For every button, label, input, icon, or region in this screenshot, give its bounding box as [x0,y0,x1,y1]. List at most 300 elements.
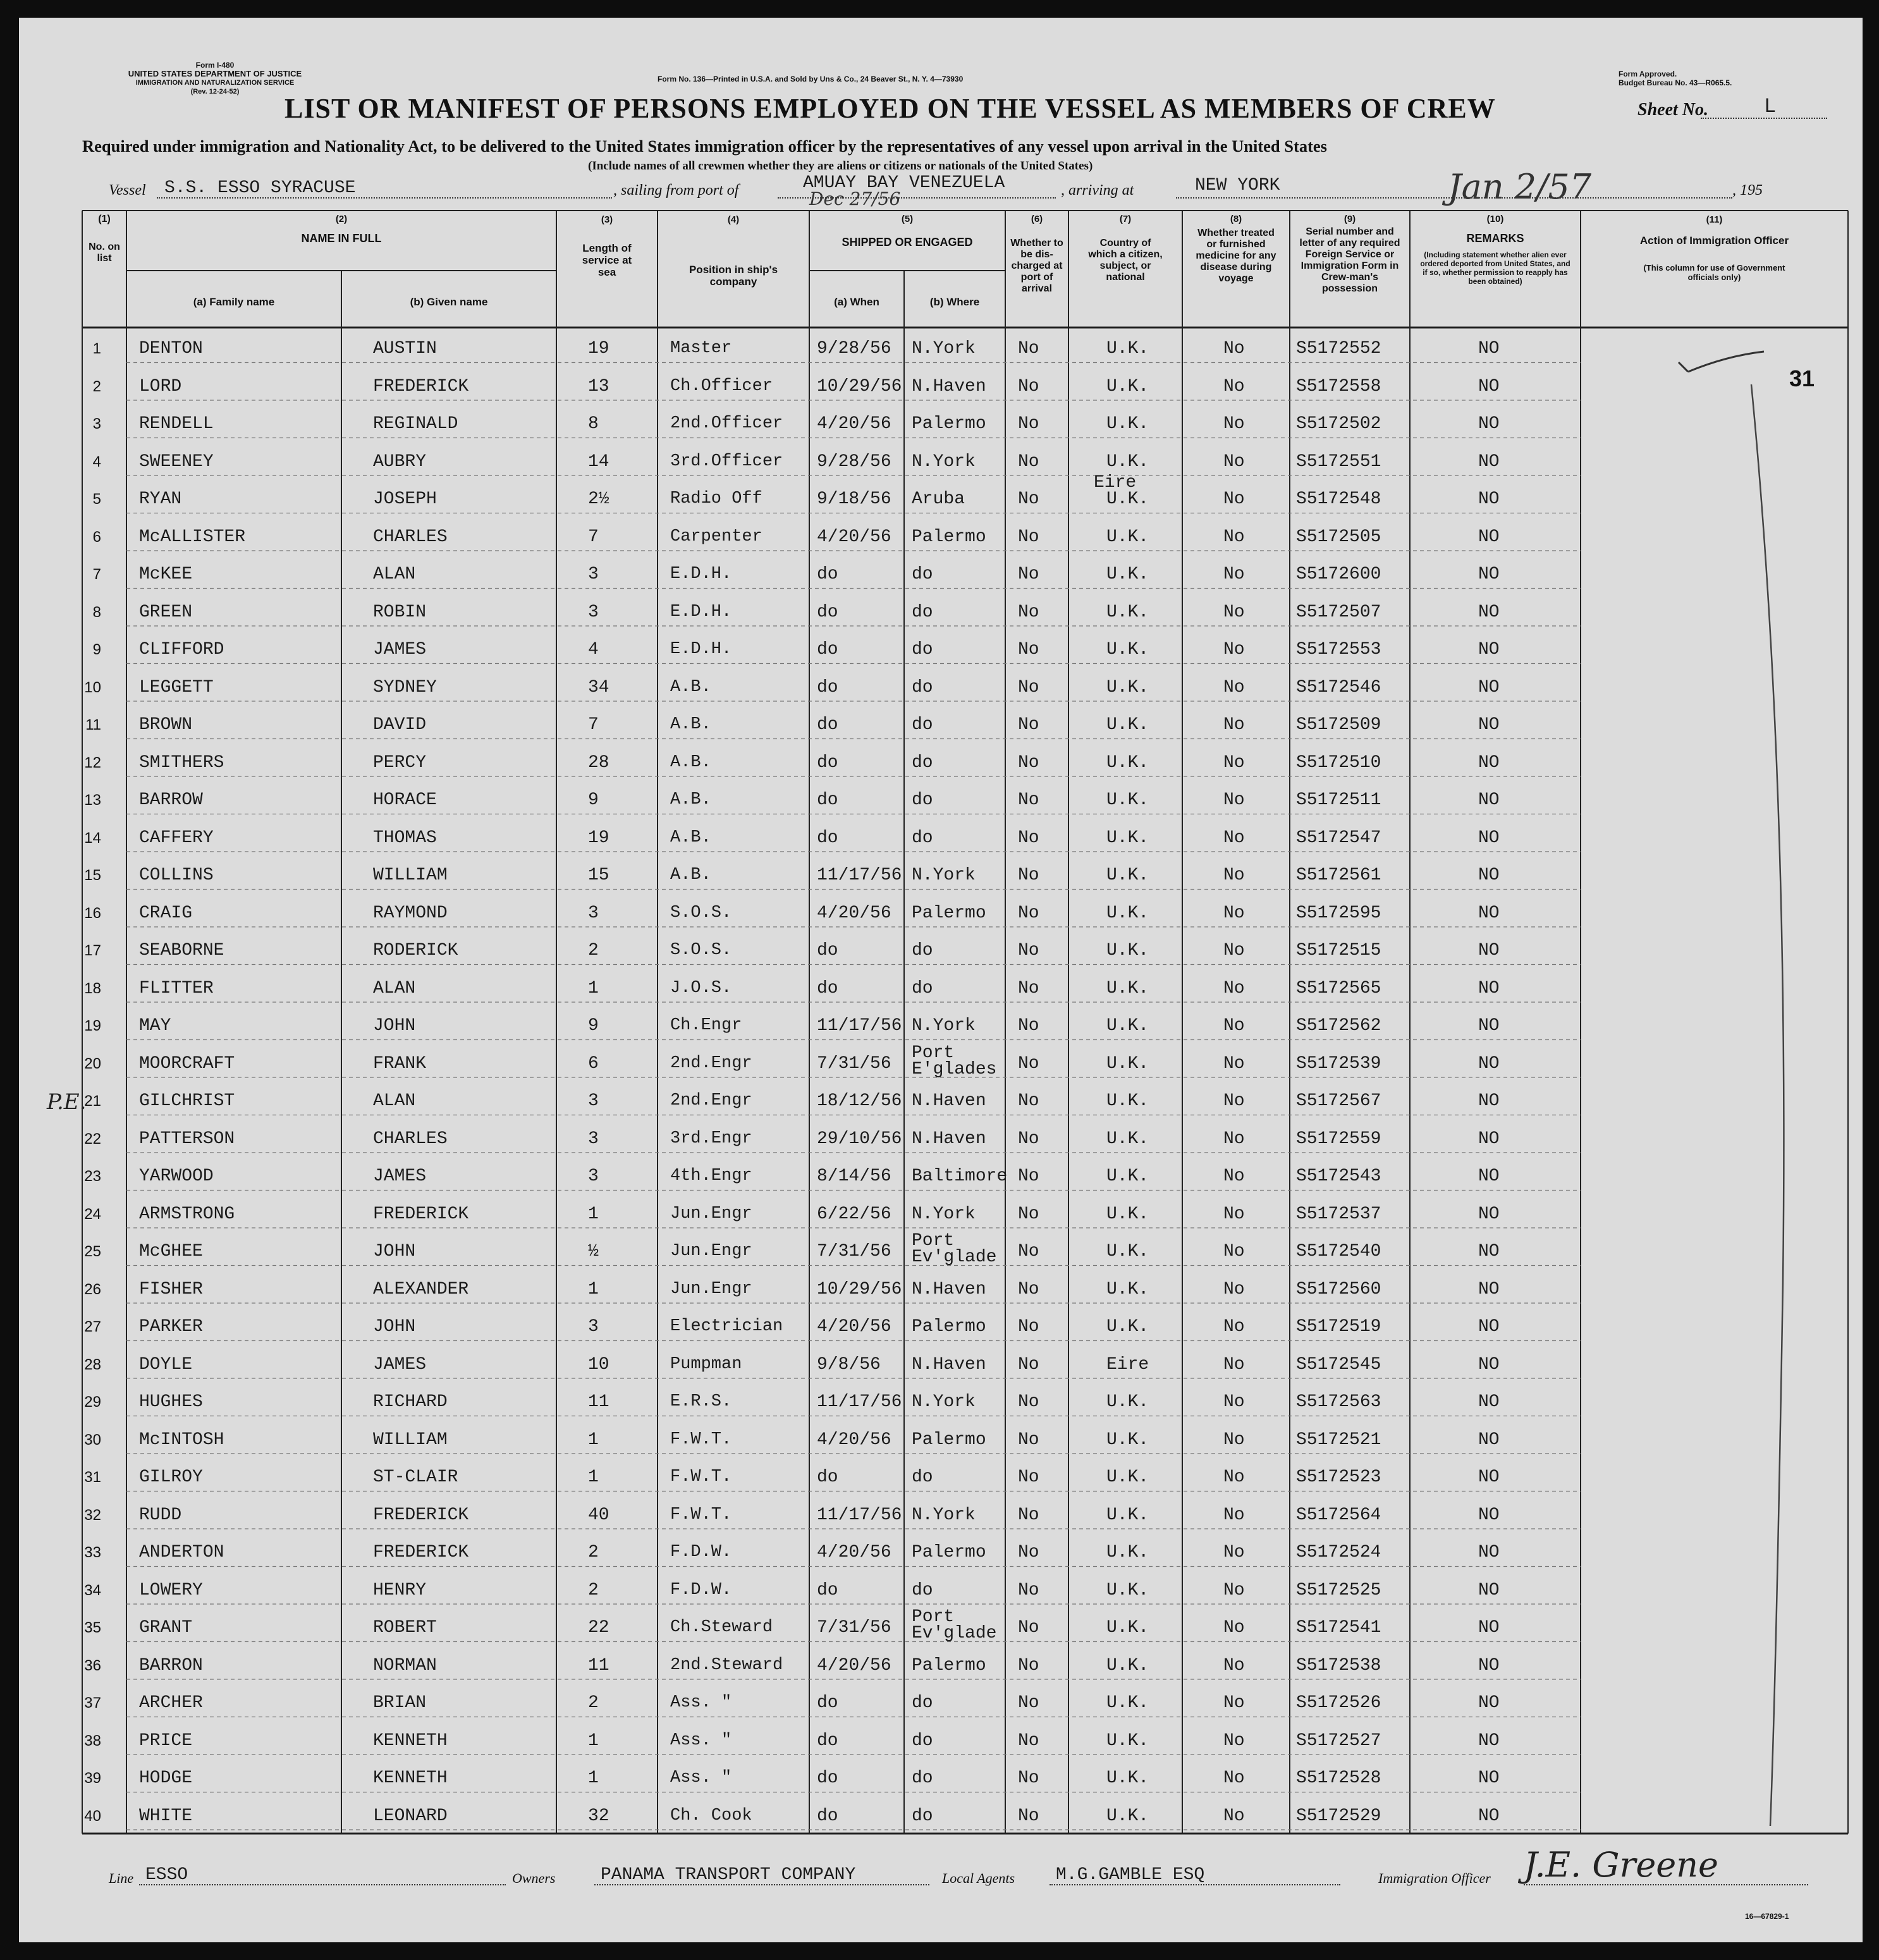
given-name-cell: WILLIAM [373,1430,448,1450]
row-number-cell: 20 [84,1055,101,1072]
medicine-cell: No [1223,1317,1245,1337]
serial-number-cell: S5172552 [1296,339,1381,358]
shipped-where-cell: Palermo [912,1430,986,1450]
medicine-cell: No [1223,1618,1245,1638]
service-years-cell: 34 [588,677,609,697]
remarks-cell: NO [1478,715,1500,735]
shipped-when-cell: do [817,640,838,659]
shipped-where-cell: do [912,715,933,735]
remarks-cell: NO [1478,903,1500,923]
col-number-index: (1) [98,214,111,224]
given-name-cell: ST-CLAIR [373,1467,458,1487]
country-cell: U.K. [1106,1016,1149,1036]
given-name-cell: JOHN [373,1016,416,1036]
shipped-where-cell: do [912,565,933,584]
given-name-cell: WILLIAM [373,866,448,885]
shipped-when-cell: do [817,1467,838,1487]
remarks-cell: NO [1478,941,1500,960]
country-cell: U.K. [1106,1129,1149,1149]
shipped-where-cell: N.York [912,1204,976,1224]
row-number-cell: 22 [84,1130,101,1148]
col-number-label: No. on list [89,242,120,264]
shipped-when-cell: 11/17/56 [817,866,902,885]
service-years-cell: 1 [588,1279,599,1299]
col-shipped-label: SHIPPED OR ENGAGED [842,236,973,248]
remarks-cell: NO [1478,1392,1500,1412]
row-number-cell: 21 [84,1093,101,1110]
medicine-cell: No [1223,1768,1245,1788]
medicine-cell: No [1223,527,1245,547]
position-cell: Jun.Engr [670,1279,752,1299]
position-cell: Ch. Cook [670,1806,752,1825]
family-name-cell: McINTOSH [139,1430,224,1450]
service-years-cell: 11 [588,1392,609,1412]
col-serial-index: (9) [1343,214,1356,224]
shipped-where-cell: Palermo [912,903,986,923]
discharge-cell: No [1018,1467,1039,1487]
col-discharge-label: Whether to be dis-charged at port of arrival [1010,238,1063,294]
medicine-cell: No [1223,339,1245,358]
family-name-cell: ANDERTON [139,1543,224,1562]
table-row [19,1382,1863,1419]
footer-agents-label: Local Agents [942,1870,1015,1886]
given-name-cell: HORACE [373,790,437,810]
table-row [19,743,1863,780]
col-position-header [658,214,809,288]
serial-number-cell: S5172561 [1296,866,1381,885]
serial-number-cell: S5172529 [1296,1806,1381,1826]
medicine-cell: No [1223,1467,1245,1487]
family-name-cell: BARROW [139,790,203,810]
row-number-cell: 12 [84,754,101,771]
position-cell: A.B. [670,828,711,847]
remarks-cell: NO [1478,1430,1500,1450]
given-name-cell: AUBRY [373,451,427,472]
medicine-cell: No [1223,1053,1245,1074]
row-number-cell: 26 [84,1280,101,1298]
family-name-cell: GILCHRIST [139,1091,235,1111]
table-row [19,1156,1863,1193]
remarks-cell: NO [1478,527,1500,547]
arrival-date-handwritten: Jan 2/57 [1448,167,1592,207]
row-number-cell: 16 [84,904,101,922]
table-row [19,1571,1863,1607]
position-cell: Ass. " [670,1768,732,1787]
given-name-cell: ALAN [373,978,416,998]
serial-number-cell: S5172600 [1296,565,1381,584]
given-name-cell: JOSEPH [373,489,437,509]
country-cell: U.K. [1106,414,1149,434]
table-row [19,1307,1863,1344]
given-name-cell: ALAN [373,565,416,584]
shipped-when-cell: do [817,715,838,735]
remarks-cell: NO [1478,790,1500,810]
service-years-cell: 9 [588,790,599,810]
shipped-where-cell: do [912,1806,933,1826]
shipped-when-cell: 8/14/56 [817,1167,891,1186]
family-name-cell: McGHEE [139,1242,203,1261]
discharge-cell: No [1018,941,1039,960]
country-cell: U.K. [1106,376,1149,396]
shipped-where-cell: do [912,602,933,622]
col-name-header [126,214,556,245]
row-number-cell: 32 [84,1506,101,1524]
table-row [19,1457,1863,1494]
medicine-cell: No [1223,715,1245,735]
row-number-cell: 3 [92,415,101,432]
col-remarks-index: (10) [1486,214,1504,224]
position-cell: J.O.S. [670,978,732,998]
table-row [19,1758,1863,1795]
shipped-when-cell: 4/20/56 [817,1655,891,1675]
country-cell: U.K. [1106,1806,1149,1826]
col-medicine-index: (8) [1230,214,1242,224]
discharge-cell: No [1018,1430,1039,1450]
country-cell: U.K. [1106,339,1149,358]
serial-number-cell: S5172502 [1296,414,1381,434]
shipped-where-cell: N.Haven [912,1129,986,1149]
row-number-cell: 2 [92,377,101,395]
shipped-when-cell: 6/22/56 [817,1204,891,1224]
country-cell: U.K. [1106,1053,1149,1074]
medicine-cell: No [1223,1242,1245,1261]
service-years-cell: 2½ [588,489,609,509]
family-name-cell: DENTON [139,339,203,358]
table-row [19,329,1863,365]
medicine-cell: No [1223,1505,1245,1525]
serial-number-cell: S5172510 [1296,752,1381,773]
position-cell: 3rd.Officer [670,451,783,471]
position-cell: 3rd.Engr [670,1129,752,1148]
service-years-cell: 3 [588,1129,599,1149]
shipped-where-cell: Port Ev'glade [912,1607,997,1643]
family-name-cell: BROWN [139,715,193,735]
remarks-cell: NO [1478,866,1500,885]
position-cell: Carpenter [670,527,762,546]
family-name-cell: BARRON [139,1655,203,1675]
remarks-cell: NO [1478,1204,1500,1224]
shipped-when-cell: do [817,1693,838,1713]
vessel-name: S.S. ESSO SYRACUSE [164,178,356,198]
table-row [19,1270,1863,1306]
remarks-cell: NO [1478,565,1500,584]
given-name-cell: NORMAN [373,1655,437,1675]
given-name-cell: JOHN [373,1242,416,1261]
given-name-cell: ROBERT [373,1618,437,1638]
serial-number-cell: S5172565 [1296,978,1381,998]
medicine-cell: No [1223,1129,1245,1149]
country-cell: U.K. [1106,790,1149,810]
family-name-cell: ARCHER [139,1693,203,1713]
remarks-cell: NO [1478,1768,1500,1788]
serial-number-cell: S5172515 [1296,941,1381,960]
margin-note: P.E. [47,1089,87,1115]
country-cell: U.K. [1106,1467,1149,1487]
discharge-cell: No [1018,451,1039,472]
col-position-label: Position in ship's company [689,264,778,288]
family-name-cell: FLITTER [139,978,214,998]
remarks-cell: NO [1478,1167,1500,1186]
family-name-cell: DOYLE [139,1354,193,1375]
sheet-no-label: Sheet No. [1637,100,1708,119]
position-cell: F.W.T. [670,1430,732,1449]
medicine-cell: No [1223,376,1245,396]
given-name-cell: ALEXANDER [373,1279,469,1299]
service-years-cell: 15 [588,866,609,885]
shipped-where-cell: do [912,1768,933,1788]
shipped-when-cell: do [817,941,838,960]
country-cell: U.K. [1106,640,1149,659]
serial-number-cell: S5172558 [1296,376,1381,396]
service-years-cell: 22 [588,1618,609,1638]
service-years-cell: 40 [588,1505,609,1525]
row-number-cell: 29 [84,1393,101,1411]
discharge-cell: No [1018,1279,1039,1299]
serial-number-cell: S5172523 [1296,1467,1381,1487]
shipped-where-cell: N.York [912,1016,976,1036]
row-number-cell: 25 [84,1243,101,1260]
country-cell: U.K. [1106,715,1149,735]
row-number-cell: 1 [92,340,101,357]
position-cell: 4th.Engr [670,1167,752,1185]
medicine-cell: No [1223,1091,1245,1111]
position-cell: Radio Off [670,489,762,508]
col-country-index: (7) [1119,214,1132,224]
table-row [19,1533,1863,1569]
shipped-where-cell: N.York [912,866,976,885]
discharge-cell: No [1018,1392,1039,1412]
discharge-cell: No [1018,1053,1039,1074]
position-cell: Ch.Engr [670,1016,742,1035]
footer-owners-value: PANAMA TRANSPORT COMPANY [601,1865,856,1885]
form-revision: (Rev. 12-24-52) [190,88,240,95]
remarks-cell: NO [1478,1806,1500,1826]
shipped-when-cell: do [817,978,838,998]
remarks-cell: NO [1478,339,1500,358]
service-years-cell: 2 [588,1580,599,1600]
service-years-cell: 1 [588,978,599,998]
position-cell: Ch.Steward [670,1618,773,1637]
year-label: , 195 [1732,182,1763,199]
position-cell: 2nd.Officer [670,414,783,433]
medicine-cell: No [1223,1279,1245,1299]
position-cell: A.B. [670,715,711,734]
shipped-when-cell: do [817,565,838,584]
discharge-cell: No [1018,978,1039,998]
given-name-cell: FREDERICK [373,1505,469,1525]
given-name-cell: RAYMOND [373,903,448,923]
service-years-cell: 2 [588,941,599,960]
medicine-cell: No [1223,752,1245,773]
country-cell: U.K. [1106,1618,1149,1638]
arriving-line [1176,197,1732,199]
remarks-cell: NO [1478,602,1500,622]
remarks-cell: NO [1478,978,1500,998]
discharge-cell: No [1018,1167,1039,1186]
vessel-label: Vessel [109,182,146,199]
shipped-when-cell: 4/20/56 [817,1543,891,1562]
row-number-cell: 23 [84,1168,101,1185]
position-cell: E.R.S. [670,1392,732,1411]
col-service-index: (3) [601,214,613,225]
table-row [19,705,1863,742]
remarks-cell: NO [1478,828,1500,848]
page-mark: 31 [1789,365,1815,391]
remarks-cell: NO [1478,376,1500,396]
country-cell: U.K. [1106,828,1149,848]
serial-number-cell: S5172548 [1296,489,1381,509]
col-serial-header [1290,214,1410,295]
shipped-where-cell: N.York [912,451,976,472]
serial-number-cell: S5172545 [1296,1354,1381,1375]
service-years-cell: 4 [588,640,599,659]
row-number-cell: 9 [92,641,101,658]
family-name-cell: HODGE [139,1768,193,1788]
row-number-cell: 4 [92,453,101,470]
serial-number-cell: S5172559 [1296,1129,1381,1149]
serial-number-cell: S5172509 [1296,715,1381,735]
document-subtitle-note: (Include names of all crewmen whether they are aliens or citizens or nationals of the United States) [588,159,1093,173]
medicine-cell: No [1223,866,1245,885]
sailing-port: AMUAY BAY VENEZUELA [803,173,1005,193]
medicine-cell: No [1223,677,1245,697]
immigration-officer-signature: J.E. Greene [1524,1845,1718,1885]
family-name-cell: LORD [139,376,182,396]
col-service-header [556,214,658,278]
remarks-cell: NO [1478,1354,1500,1375]
position-cell: Ass. " [670,1730,732,1750]
shipped-when-cell: do [817,1730,838,1751]
position-cell: Jun.Engr [670,1204,752,1223]
position-cell: E.D.H. [670,640,732,659]
shipped-when-cell: do [817,828,838,848]
medicine-cell: No [1223,1543,1245,1562]
shipped-when-cell: 9/28/56 [817,339,891,358]
row-number-cell: 7 [92,566,101,583]
shipped-where-cell: do [912,941,933,960]
country-cell: U.K. [1106,1392,1149,1412]
col-action-label: Action of Immigration Officer [1639,235,1789,247]
shipped-when-cell: do [817,677,838,697]
service-years-cell: 10 [588,1354,609,1375]
discharge-cell: No [1018,1543,1039,1562]
remarks-cell: NO [1478,1618,1500,1638]
family-name-cell: MOORCRAFT [139,1053,235,1074]
discharge-cell: No [1018,640,1039,659]
col-shipped-index: (5) [901,214,914,224]
medicine-cell: No [1223,1392,1245,1412]
discharge-cell: No [1018,376,1039,396]
shipped-when-cell: 4/20/56 [817,414,891,434]
given-name-cell: DAVID [373,715,427,735]
service-years-cell: 1 [588,1768,599,1788]
service-years-cell: 1 [588,1204,599,1224]
table-row [19,1345,1863,1381]
col-name-label: NAME IN FULL [301,232,382,245]
table-row [19,1194,1863,1231]
medicine-cell: No [1223,1806,1245,1826]
country-cell: U.K. [1106,866,1149,885]
row-number-cell: 8 [92,603,101,621]
serial-number-cell: S5172553 [1296,640,1381,659]
remarks-cell: NO [1478,451,1500,472]
country-cell: U.K. [1106,1430,1149,1450]
discharge-cell: No [1018,790,1039,810]
col-remarks-note: (Including statement whether alien ever ordered deported from United States, and if so, whether permission to reapply has been obtained) [1420,250,1570,286]
arriving-label: , arriving at [1061,182,1134,199]
given-name-cell: JOHN [373,1317,416,1337]
discharge-cell: No [1018,903,1039,923]
shipped-where-cell: do [912,1580,933,1600]
shipped-where-cell: do [912,752,933,773]
row-number-cell: 11 [85,716,101,733]
table-row [19,592,1863,629]
position-cell: Ch.Officer [670,376,773,396]
family-name-cell: CRAIG [139,903,193,923]
sailing-label: , sailing from port of [613,182,739,199]
footer-agents-rule [1050,1884,1340,1885]
shipped-when-cell: do [817,752,838,773]
row-number-cell: 14 [84,829,101,847]
col-name-index: (2) [335,214,348,224]
position-cell: Jun.Engr [670,1242,752,1261]
shipped-when-cell: 9/18/56 [817,489,891,509]
discharge-cell: No [1018,1505,1039,1525]
serial-number-cell: S5172540 [1296,1242,1381,1261]
discharge-cell: No [1018,1693,1039,1713]
medicine-cell: No [1223,1430,1245,1450]
shipped-when-cell: 9/8/56 [817,1354,881,1375]
table-row [19,1495,1863,1532]
col-action-note: (This column for use of Government officials only) [1643,263,1785,282]
remarks-cell: NO [1478,1053,1500,1074]
shipped-when-cell: 10/29/56 [817,1279,902,1299]
col-medicine-label: Whether treated or furnished medicine for any disease during voyage [1196,228,1276,284]
serial-number-cell: S5172560 [1296,1279,1381,1299]
medicine-cell: No [1223,978,1245,998]
remarks-cell: NO [1478,1129,1500,1149]
medicine-cell: No [1223,1730,1245,1751]
position-cell: F.W.T. [670,1505,732,1524]
serial-number-cell: S5172525 [1296,1580,1381,1600]
country-cell: U.K. [1106,1167,1149,1186]
service-years-cell: 8 [588,414,599,434]
shipped-when-cell: do [817,1806,838,1826]
serial-number-cell: S5172563 [1296,1392,1381,1412]
given-name-cell: REGINALD [373,414,458,434]
family-name-cell: COLLINS [139,866,214,885]
row-number-cell: 5 [92,491,101,508]
table-row [19,1119,1863,1156]
col-when-header: (a) When [834,296,879,308]
shipped-where-cell: do [912,790,933,810]
row-number-cell: 37 [84,1694,101,1712]
footer-line-value: ESSO [145,1865,188,1885]
table-row [19,1721,1863,1758]
remarks-cell: NO [1478,1091,1500,1111]
table-row [19,1608,1863,1645]
medicine-cell: No [1223,1204,1245,1224]
serial-number-cell: S5172537 [1296,1204,1381,1224]
table-row [19,473,1863,516]
col-family-name-header: (a) Family name [193,296,275,308]
country-cell: U.K. [1106,752,1149,773]
shipped-where-cell: do [912,828,933,848]
shipped-when-cell: 11/17/56 [817,1016,902,1036]
printer-note: Form No. 136—Printed in U.S.A. and Sold by Uns & Co., 24 Beaver St., N. Y. 4—73930 [658,75,964,83]
shipped-where-cell: do [912,1693,933,1713]
remarks-cell: NO [1478,1693,1500,1713]
